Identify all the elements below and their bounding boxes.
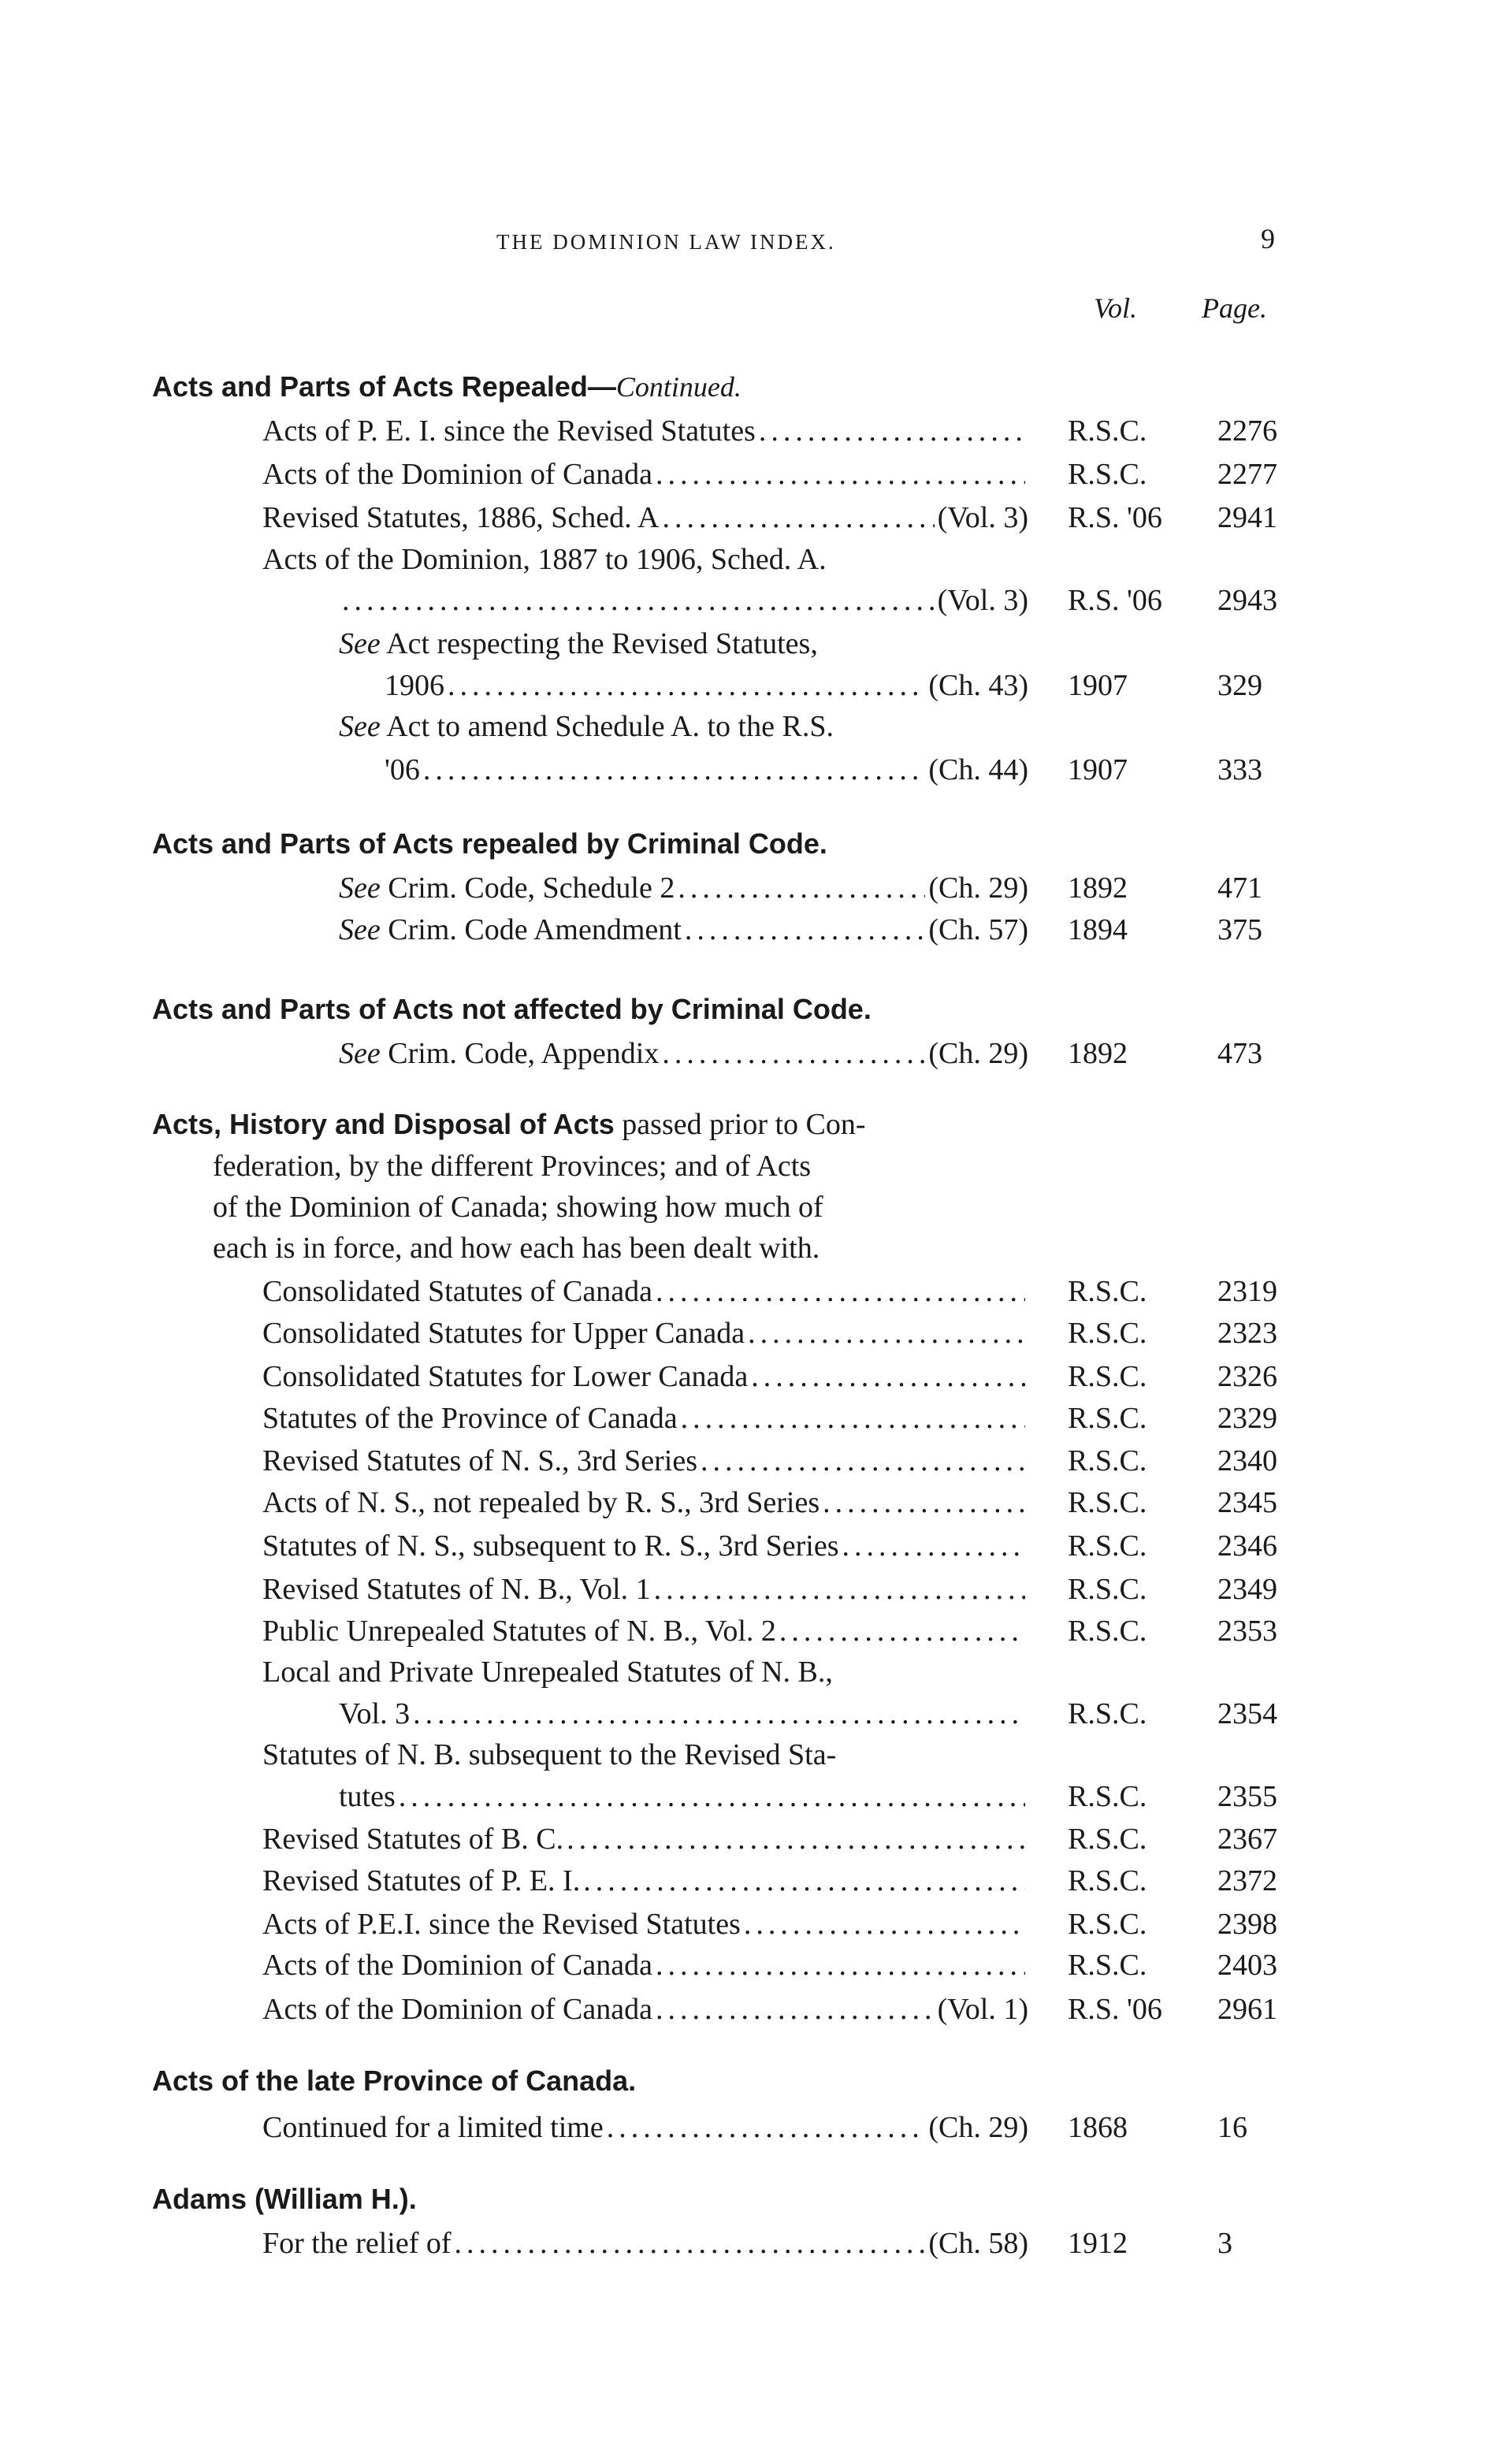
index-entry-row [0, 1572, 1509, 1618]
leader-dots [748, 1316, 1025, 1351]
volume-reference: R.S.C. [1068, 1908, 1147, 1941]
volume-reference: R.S. '06 [1068, 584, 1162, 617]
entry-label [262, 1359, 748, 1394]
volume-reference: R.S.C. [1068, 1949, 1147, 1982]
entry-text-content: of the Dominion of Canada; showing how much of [213, 1191, 823, 1224]
leader-dots [423, 753, 925, 787]
volume-reference: R.S.C. [1068, 1615, 1147, 1648]
entry-line [262, 1822, 1028, 1856]
page-reference: 2340 [1217, 1444, 1277, 1477]
page-reference: 2323 [1217, 1317, 1277, 1350]
entry-line [262, 1401, 1028, 1436]
leader-dots [681, 1401, 1025, 1436]
entry-text-content: each is in force, and how each has been dealt with. [213, 1232, 820, 1265]
chapter-reference: (Ch. 29) [928, 1037, 1028, 1070]
entry-label [339, 912, 682, 947]
page-reference: 375 [1217, 913, 1262, 946]
index-entry-row [0, 912, 1509, 958]
entry-label [339, 871, 675, 905]
entry-heading [152, 2183, 417, 2216]
volume-reference: R.S.C. [1068, 1275, 1147, 1308]
page-reference: 2355 [1217, 1780, 1277, 1813]
entry-line [262, 1444, 1028, 1478]
leader-dots [678, 871, 925, 905]
index-entry-row [0, 583, 1509, 629]
page-reference: 3 [1217, 2227, 1232, 2260]
entry-label [262, 1529, 838, 1563]
leader-dots [823, 1485, 1025, 1520]
see-reference: See [339, 1037, 381, 1070]
heading-tail: passed prior to Con- [614, 1108, 866, 1141]
index-entry-row [0, 1864, 1509, 1909]
entry-text [262, 1737, 836, 1772]
entry-line [262, 1992, 1028, 2027]
running-head: THE DOMINION LAW INDEX. [496, 230, 836, 254]
entry-line [262, 500, 1028, 535]
heading-text: Acts and Parts of Acts Repealed— [152, 370, 616, 403]
entry-line [262, 2226, 1028, 2261]
page-reference: 2277 [1217, 458, 1277, 491]
page-number: 9 [1261, 223, 1275, 255]
entry-label-text: Consolidated Statutes of Canada [262, 1275, 652, 1308]
volume-reference: R.S. '06 [1068, 1993, 1162, 2026]
entry-text-content: Acts of the Dominion, 1887 to 1906, Sched. A. [262, 543, 827, 576]
volume-reference: R.S.C. [1068, 1486, 1147, 1519]
volume-reference: 1912 [1068, 2227, 1128, 2260]
volume-reference: 1892 [1068, 1037, 1128, 1070]
entry-line [339, 1697, 1028, 1731]
leader-dots [399, 1779, 1025, 1814]
index-heading-row [0, 2064, 1509, 2110]
index-entry-row [0, 500, 1509, 546]
leader-dots [342, 583, 935, 618]
entry-label-text: Statutes of N. S., subsequent to R. S., 3rd Series [262, 1529, 839, 1563]
entry-label [339, 1036, 659, 1071]
entry-line [262, 1907, 1028, 1942]
entry-label-text: For the relief of [262, 2227, 452, 2260]
page-reference: 2319 [1217, 1275, 1277, 1308]
entry-label [262, 1444, 697, 1478]
entry-line [262, 1529, 1028, 1563]
entry-label-text: tutes [339, 1780, 396, 1813]
entry-line [339, 583, 1028, 618]
index-entry-row [0, 1485, 1509, 1531]
see-reference: See [339, 710, 381, 743]
leader-dots [656, 457, 1025, 492]
entry-line [339, 912, 1028, 947]
entry-label-text: Acts of the Dominion of Canada [262, 458, 652, 491]
entry-heading [152, 827, 827, 860]
entry-label [262, 1822, 563, 1856]
volume-reference: R.S.C. [1068, 1864, 1147, 1897]
entry-label-text: Acts of N. S., not repealed by R. S., 3rd Series [262, 1486, 820, 1519]
leader-dots [656, 1948, 1025, 1983]
index-entry-row [0, 1036, 1509, 1082]
entry-label [385, 668, 444, 703]
page-reference: 2329 [1217, 1402, 1277, 1435]
entry-line [385, 668, 1028, 703]
entry-label-text: Vol. 3 [339, 1697, 411, 1730]
entry-label-text: Crim. Code, Appendix [380, 1037, 660, 1070]
index-entry-row [0, 542, 1509, 588]
entry-label [262, 1992, 652, 2027]
entry-text [213, 1231, 820, 1265]
index-entry-row [0, 1274, 1509, 1320]
entry-label [262, 2226, 452, 2261]
leader-dots [583, 1864, 1025, 1898]
entry-label-text: Acts of P.E.I. since the Revised Statutes [262, 1908, 741, 1941]
entry-label [262, 1864, 580, 1898]
entry-label [262, 2110, 604, 2145]
entry-label [262, 1572, 651, 1607]
entry-text [339, 626, 818, 661]
index-entry-row [0, 1190, 1509, 1236]
entry-line [262, 1572, 1028, 1607]
entry-heading [152, 2064, 636, 2098]
page-reference: 2941 [1217, 501, 1277, 534]
page-reference: 16 [1217, 2111, 1247, 2144]
volume-reference: R.S.C. [1068, 414, 1147, 448]
volume-reference: 1892 [1068, 872, 1128, 905]
index-entry-row [0, 668, 1509, 714]
entry-label [262, 1907, 741, 1942]
page-reference: 333 [1217, 753, 1262, 786]
volume-reference: R.S.C. [1068, 1444, 1147, 1477]
page-reference: 2346 [1217, 1529, 1277, 1563]
entry-heading [152, 370, 741, 403]
heading-text: Acts, History and Disposal of Acts [152, 1108, 615, 1140]
entry-text-content: Act to amend Schedule A. to the R.S. [380, 710, 834, 743]
entry-label-text: Consolidated Statutes for Lower Canada [262, 1360, 749, 1393]
entry-label-text: Revised Statutes, 1886, Sched. A [262, 501, 660, 534]
entry-label [262, 1401, 678, 1436]
entry-heading [152, 993, 872, 1026]
page-reference: 2403 [1217, 1949, 1277, 1982]
index-entry-row [0, 1401, 1509, 1447]
page-reference: 2372 [1217, 1864, 1277, 1897]
entry-label [262, 1614, 776, 1648]
index-heading-row [0, 2183, 1509, 2228]
volume-reference: 1894 [1068, 913, 1128, 946]
index-heading-row [0, 1107, 1509, 1153]
entry-text [262, 542, 827, 577]
chapter-reference: (Ch. 29) [928, 872, 1028, 905]
page-reference: 2353 [1217, 1615, 1277, 1648]
entry-text [213, 1190, 823, 1225]
index-entry-row [0, 2226, 1509, 2272]
entry-label [262, 1948, 652, 1983]
entry-label-text: Revised Statutes of N. S., 3rd Series [262, 1444, 698, 1477]
page-reference: 2276 [1217, 414, 1277, 448]
entry-line [262, 1948, 1028, 1983]
entry-text-content: Local and Private Unrepealed Statutes of N. B., [262, 1656, 833, 1689]
leader-dots [607, 2110, 926, 2145]
chapter-reference: (Ch. 29) [928, 2111, 1028, 2144]
entry-line [339, 1036, 1028, 1071]
see-reference: See [339, 872, 381, 905]
entry-line [262, 1274, 1028, 1309]
entry-label-text: Acts of the Dominion of Canada [262, 1993, 652, 2026]
leader-dots [455, 2226, 926, 2261]
volume-reference: R.S.C. [1068, 1573, 1147, 1606]
column-header-vol: Vol. [1094, 292, 1138, 324]
index-entry-row [0, 1822, 1509, 1868]
chapter-reference: (Ch. 44) [928, 753, 1028, 786]
see-reference: See [339, 913, 381, 946]
see-reference: See [339, 627, 381, 660]
volume-reference: 1907 [1068, 669, 1128, 702]
entry-text-content: Act respecting the Revised Statutes, [380, 627, 818, 660]
entry-text-content: federation, by the different Provinces; and of Acts [213, 1150, 812, 1183]
volume-reference: R.S.C. [1068, 1823, 1147, 1856]
chapter-reference: (Vol. 1) [937, 1993, 1028, 2026]
leader-dots [654, 1572, 1025, 1607]
page-reference: 2398 [1217, 1908, 1277, 1941]
leader-dots [656, 1274, 1025, 1309]
entry-label [262, 1274, 652, 1309]
entry-heading [152, 1107, 866, 1142]
volume-reference: R.S.C. [1068, 1697, 1147, 1730]
entry-text [213, 1149, 811, 1184]
page-reference: 2354 [1217, 1697, 1277, 1730]
chapter-reference: (Ch. 58) [928, 2227, 1028, 2260]
entry-line [262, 457, 1028, 492]
entry-line [385, 753, 1028, 787]
index-entry-row [0, 1529, 1509, 1574]
page-reference: 471 [1217, 872, 1262, 905]
heading-text: Acts and Parts of Acts repealed by Criminal Code. [152, 827, 827, 860]
index-entry-row [0, 1948, 1509, 1994]
entry-label-text: Revised Statutes of P. E. I. [262, 1864, 581, 1897]
index-entry-row [0, 871, 1509, 916]
entry-text-content: Statutes of N. B. subsequent to the Revised Sta- [262, 1738, 837, 1771]
index-entry-row [0, 709, 1509, 755]
heading-text: Acts and Parts of Acts not affected by Criminal Code. [152, 993, 872, 1025]
index-entry-row [0, 1149, 1509, 1195]
page-reference: 2345 [1217, 1486, 1277, 1519]
entry-label-text: 1906 [385, 669, 444, 702]
index-entry-row [0, 2110, 1509, 2156]
leader-dots [656, 1992, 935, 2027]
index-entry-row [0, 1655, 1509, 1700]
leader-dots [842, 1529, 1025, 1563]
index-entry-row [0, 753, 1509, 798]
entry-label [339, 1779, 396, 1814]
index-entry-row [0, 457, 1509, 503]
entry-line [262, 414, 1028, 448]
entry-line [339, 1779, 1028, 1814]
page-reference: 2961 [1217, 1993, 1277, 2026]
entry-line [262, 1359, 1028, 1394]
index-entry-row [0, 1907, 1509, 1953]
heading-text: Adams (William H.). [152, 2183, 417, 2215]
page-reference: 329 [1217, 669, 1262, 702]
entry-label-text: Continued for a limited time [262, 2111, 604, 2144]
volume-reference: 1907 [1068, 753, 1128, 786]
page-reference: 2367 [1217, 1823, 1277, 1856]
leader-dots [685, 912, 926, 947]
index-entry-row [0, 414, 1509, 459]
index-heading-row [0, 993, 1509, 1039]
entry-label-text: Revised Statutes of B. C. [262, 1823, 564, 1856]
volume-reference: R.S.C. [1068, 1402, 1147, 1435]
entry-label [262, 1316, 745, 1351]
volume-reference: 1868 [1068, 2111, 1128, 2144]
chapter-reference: (Ch. 43) [928, 669, 1028, 702]
entry-text [339, 709, 834, 744]
leader-dots [567, 1822, 1025, 1856]
entry-label-text: '06 [385, 753, 420, 786]
index-entry-row [0, 1779, 1509, 1825]
entry-label-text: Statutes of the Province of Canada [262, 1402, 678, 1435]
column-header-page: Page. [1202, 292, 1267, 324]
entry-line [262, 1614, 1028, 1648]
chapter-reference: (Vol. 3) [937, 584, 1028, 617]
page-reference: 2349 [1217, 1573, 1277, 1606]
heading-text: Acts of the late Province of Canada. [152, 2064, 637, 2097]
leader-dots [662, 1036, 925, 1071]
entry-line [262, 2110, 1028, 2145]
entry-label-text: Crim. Code Amendment [380, 913, 682, 946]
heading-continued: Continued. [615, 371, 741, 403]
entry-line [262, 1864, 1028, 1898]
leader-dots [779, 1614, 1025, 1648]
index-heading-row [0, 827, 1509, 873]
entry-line [262, 1316, 1028, 1351]
index-entry-row [0, 1444, 1509, 1489]
entry-label-text: Acts of P. E. I. since the Revised Statutes [262, 414, 756, 448]
entry-line [262, 1485, 1028, 1520]
volume-reference: R.S. '06 [1068, 501, 1162, 534]
entry-label [262, 500, 659, 535]
leader-dots [448, 668, 925, 703]
chapter-reference: (Vol. 3) [937, 501, 1028, 534]
index-entry-row [0, 1697, 1509, 1742]
entry-label-text: Revised Statutes of N. B., Vol. 1 [262, 1573, 651, 1606]
index-entry-row [0, 1992, 1509, 2038]
entry-label [262, 414, 756, 448]
index-entry-row [0, 1737, 1509, 1783]
leader-dots [701, 1444, 1025, 1478]
entry-label-text: Crim. Code, Schedule 2 [380, 872, 675, 905]
volume-reference: R.S.C. [1068, 1317, 1147, 1350]
leader-dots [759, 414, 1025, 448]
volume-reference: R.S.C. [1068, 458, 1147, 491]
page-reference: 473 [1217, 1037, 1262, 1070]
entry-text [262, 1655, 833, 1689]
index-heading-row [0, 370, 1509, 416]
index-entry-row [0, 1614, 1509, 1659]
index-entry-row [0, 1316, 1509, 1362]
page-reference: 2326 [1217, 1360, 1277, 1393]
entry-line [339, 871, 1028, 905]
entry-label-text: Public Unrepealed Statutes of N. B., Vol. 2 [262, 1615, 776, 1648]
chapter-reference: (Ch. 57) [928, 913, 1028, 946]
entry-label [385, 753, 420, 787]
entry-label-text: Consolidated Statutes for Upper Canada [262, 1317, 745, 1350]
page-reference: 2943 [1217, 584, 1277, 617]
leader-dots [744, 1907, 1025, 1942]
index-entry-row [0, 1359, 1509, 1405]
volume-reference: R.S.C. [1068, 1780, 1147, 1813]
leader-dots [413, 1697, 1025, 1731]
volume-reference: R.S.C. [1068, 1360, 1147, 1393]
entry-label [262, 457, 652, 492]
entry-label [339, 1697, 410, 1731]
volume-reference: R.S.C. [1068, 1529, 1147, 1563]
leader-dots [751, 1359, 1025, 1394]
leader-dots [662, 500, 934, 535]
index-entry-row [0, 626, 1509, 672]
index-entry-row [0, 1231, 1509, 1277]
entry-label-text: Acts of the Dominion of Canada [262, 1949, 652, 1982]
entry-label [262, 1485, 820, 1520]
